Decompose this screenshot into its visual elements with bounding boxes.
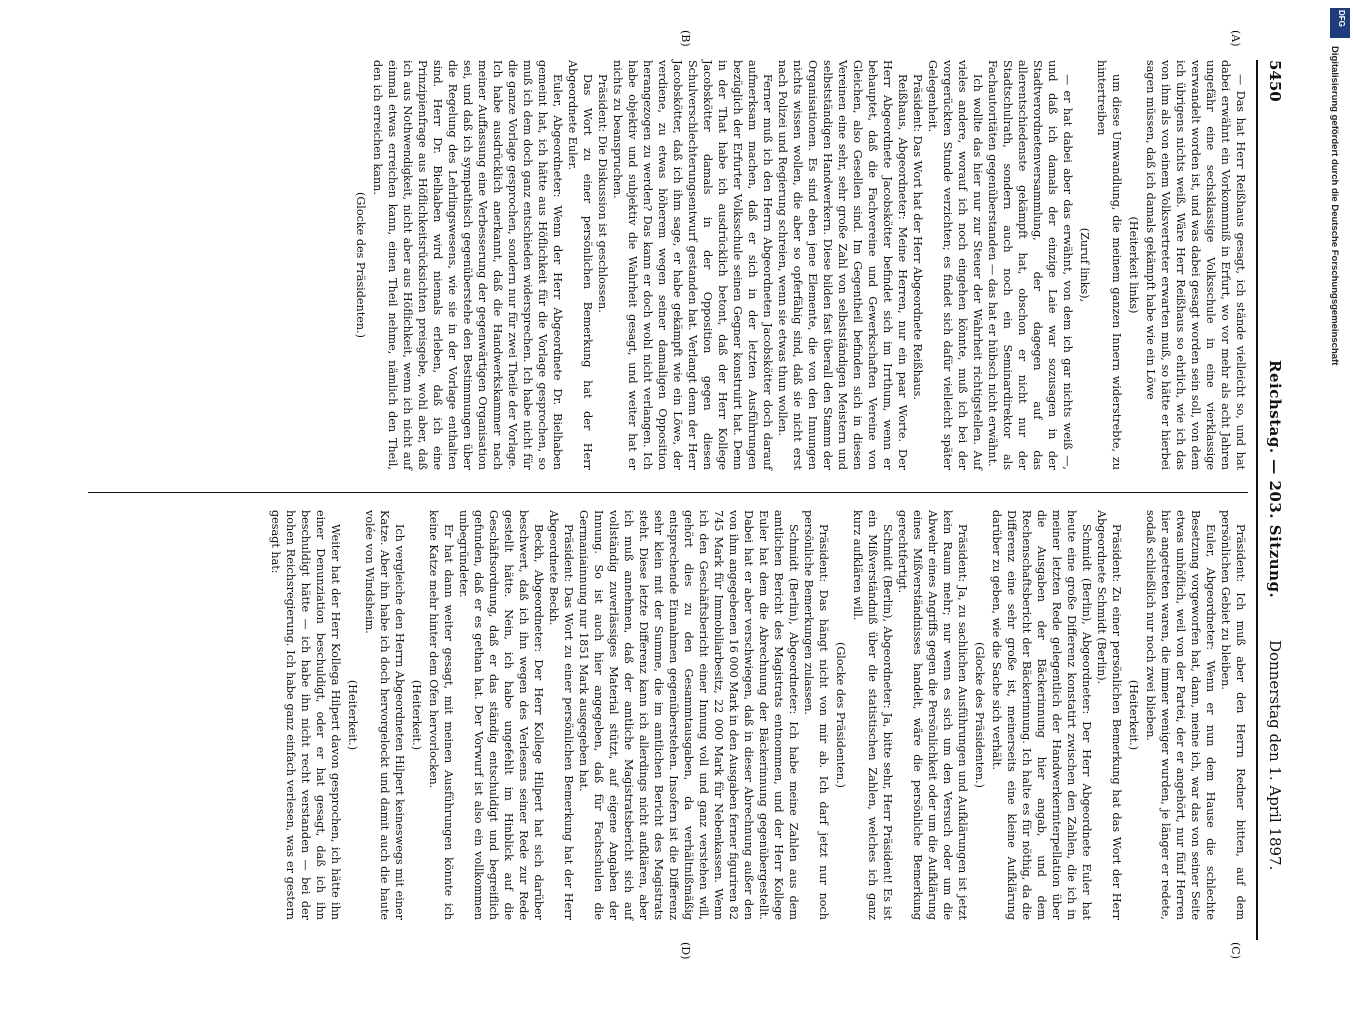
margin-marker-a: (A) <box>1229 30 1242 47</box>
paragraph: Beckh, Abgeordneter: Der Herr Kollege Hilpert hat sich darüber beschwert, daß ich ihn wegen des Verlesens seiner Rede zur Rede gestellt hätte. Nein, ich habe ungefehlt im Hinblick auf die Geschäftsordnung, daß er das ständig entschuldigt und begreiflich gefunden, daß er es gethan hat. Der Vorwurf ist also ein vollkommen unbegründeter. <box>457 510 545 920</box>
right-column <box>268 510 1248 920</box>
stage-direction: (Glocke des Präsidenten.) <box>354 191 367 338</box>
session-date: Donnerstag den 1. April 1897. <box>1266 640 1284 871</box>
paragraph: Reißhaus, Abgeordneter: Meine Herren, nur ein paar Worte. Der Herr Abgeordnete Jacobskötter befindet sich im Irrthum, wenn er behauptet, daß die Fachvereine und Gewerkschaften Vereine von Gleichen, also Gesellen sind. Im Gegentheil befinden sich in diesen Vereinen eine sehr, sehr große Zahl von selbstständigen Meistern und selbstständigen Handwerkern. Diese bilden fast überall den Stamm der Organisationen. Es sind eben jene Elemente, die von den Innungen nichts wissen wollen, die aber so opferfähig sind, daß sie nicht erst nach Polizei und Regierung schreien, wenn sie etwas thun wollen. <box>776 60 909 470</box>
paragraph: Schmidt (Berlin), Abgeordneter: Ja, bitte sehr, Herr Präsident! Es ist ein Mißverständniß über die statistischen Zahlen, welches ich ganz kurz aufklären will. <box>851 510 894 920</box>
paragraph: Präsident: Ich muß aber den Herrn Redner bitten, auf dem persönlichen Gebiet zu bleiben. <box>1219 510 1247 920</box>
paragraph: Ich vergleiche den Herrn Abgeordneten Hilpert keineswegs mit einer Katze. Aber ihn habe ich doch hervorgelockt und damit auch die haute volée von Windsheim. <box>363 510 406 920</box>
column-divider <box>88 492 1248 493</box>
paragraph: — Das hat Herr Reißhaus gesagt, ich stände vielleicht so, und hat dabei erwähnt ein Vorkommniß in Erfurt, wo vor mehr als acht Jahren ungefähr eine sechsklassige Volksschule in eine vierklassige verwandelt worden ist, und was dabei gesagt worden sein soll, von dem ich übrigens nichts weiß. Wäre Herr Reißhaus so ehrlich, wie ich das von ihm als von einem Volksvertreter erwarten muß, so hätte er hierbei sagen müssen, daß ich damals gekämpft habe wie ein Löwe <box>1144 60 1247 470</box>
stage-direction: (Heiterkeit.) <box>410 679 423 751</box>
paragraph: Schmidt (Berlin), Abgeordneter: Ich habe meine Zahlen aus dem amtlichen Bericht des Magistrats entnommen, und der Herr Kollege Euler hat dem die Abrechnung der Bäckerinnung gegenübergestellt. Dabei hat er aber verschwiegen, daß in dieser Abrechnung außer den von ihm angegebenen 16 000 Mark in den Ausgaben ferner figuriren 82 745 Mark für Immobiliarbesitz, 22 000 Mark für Nebenkassen. Wenn ich den Geschäftsbericht einer Innung voll und ganz verstehen will, gehört dies zu den Gesammtausgaben, da verhältnißmäßig entsprechende Einnahmen gegenüberstehen. Insofern ist die Differenz sehr klein mit der Summe, die im amtlichen Bericht des Magistrats steht. Diese letzte Differenz kann ich allerdings nicht aufklären, aber ich muß annehmen, daß der amtliche Magistratsbericht sich auf vollständig zuverlässiges Material stützt, auf eigene Angaben der Innung. So ist auch hier angegeben, daß für Fachschulen die Germaniainnung nur 1851 Mark ausgegeben hat. <box>577 510 800 920</box>
margin-marker-d: (D) <box>679 942 692 960</box>
stage-direction: (Heiterkeit.) <box>1127 679 1140 751</box>
paragraph: Er hat dann weiter gesagt, mit meinen Ausführungen könnte ich keine Katze mehr hinter dem Ofen hervorlocken. <box>427 510 455 920</box>
page-header <box>1256 60 1292 940</box>
margin-marker-c: (C) <box>1229 942 1242 959</box>
stage-direction: (Heiterkeit.) <box>346 679 359 751</box>
page-number: 5450 <box>1266 60 1284 102</box>
paragraph: Weiter hat der Herr Kollega Hilpert davon gesprochen, ich hätte ihn einer Denunziation beschuldigt, oder er hat gesagt, daß ich ihn beschuldigt hätte — ich habe ihn nicht recht verstanden — bei der hohen Reichsregierung. Ich habe ganz einfach verlesen, was er gestern gesagt hat: <box>269 510 342 920</box>
left-column <box>351 60 1248 470</box>
paragraph: Euler, Abgeordneter: Wenn der Herr Abgeordnete Dr. Bielhaben gemeint hat, ich hätte aus Höflichkeit für die Vorlage gesprochen, so muß ich dem doch ganz entschieden widersprechen. Ich habe nicht für die ganze Vorlage gesprochen, sondern nur für zwei Theile der Vorlage. Ich habe ausdrücklich anerkannt, daß die Handwerkskammer nach meiner Auffassung eine Verbesserung der gegenwärtigen Organisation sei, und daß ich sympathisch gegenüberstehe den Bestimmungen über die Regelung des Lehrlingswesens, wie sie in der Vorlage enthalten sind. Herr Dr. Bielhaben wird niemals erleben, daß ich eine Prinzipienfrage aus Höflichkeitsrücksichten preisgebe, wohl aber, daß ich aus Nothwendigkeit, nicht aber aus Höflichkeit, wenn ich nicht auf einmal etwas erreichen kann, einen Theil nehme, nämlich den Theil, den ich erreichen kann. <box>371 60 564 470</box>
paragraph: Ich wollte das hier nur zur Steuer der Wahrheit richtigstellen. Auf vieles andere, worauf ich noch eingehen könnte, muß ich bei der vorgerückten Stunde verzichten; es findet sich dafür vielleicht später Gelegenheit. <box>926 60 984 470</box>
digitization-note: Digitalisierung gefördert durch die Deutsche Forschungsgemeinschaft <box>1329 46 1340 366</box>
paragraph: Schmidt (Berlin), Abgeordneter: Der Herr Abgeordnete Euler hat heute eine große Differenz konstatirt zwischen den Zahlen, die ich in meiner letzten Rede gelegentlich der Handwerkerinterpellation über die Ausgaben der Bäckerinnung hier angab, und dem Rechenschaftsbericht der Bäckerinnung. Ich halte es für nöthig, da die Differenz eine sehr große ist, meinerseits eine kleine Aufklärung darüber zu geben, wie die Sache sich verhält. <box>990 510 1093 920</box>
paragraph: Euler, Abgeordneter: Wenn er nun dem Hause die schlechte Besetzung vorgeworfen hat, dann, meine ich, war das von seiner Seite etwas unhöflich, weil von der Partei, der er angehört, nur fünf Herren hier angetreten waren, die immer weniger wurden, je länger er redete, sodaß schließlich nur noch zwei blieben. <box>1144 510 1217 920</box>
dfg-logo: DFG <box>1330 8 1350 38</box>
paragraph: Präsident: Das Wort zu einer persönlichen Bemerkung hat der Herr Abgeordnete Beckh. <box>547 510 575 920</box>
stage-direction: (Zuruf links), <box>1078 227 1091 303</box>
paragraph: Präsident: Das Wort hat der Herr Abgeordnete Reißhaus. <box>911 74 924 400</box>
paragraph: Präsident: Ja, zu sachlichen Ausführungen und Aufklärungen ist jetzt kein Raum mehr; nur wenn es sich um den Versuch oder um die Abwehr eines Angriffs gegen die Persönlichkeit oder um die Aufklärung eines Mißverständnisses handelt, wäre die persönliche Bemerkung gerechtfertigt. <box>896 510 969 920</box>
paragraph: Präsident: Zu einer persönlichen Bemerkung hat das Wort der Herr Abgeordnete Schmidt (Berlin). <box>1095 510 1123 920</box>
margin-marker-b: (B) <box>679 30 692 47</box>
paragraph: — er hat dabei aber das erwähnt, von dem ich gar nichts weiß —, und daß ich damals der einzige Laie war sozusagen in der Stadtverordnetenversammlung, der dagegen auf das allerentschiedenste gekämpft hat, obschon er nicht nur der Stadtschulrath, sondern auch noch ein Seminardirektor als Fachautoritäten gegenüberstanden — das hat er hübsch nicht erwähnt. <box>986 60 1074 470</box>
paragraph: um diese Umwandlung, die meinem ganzen Innern widerstrebte, zu hintertreiben <box>1095 60 1123 470</box>
page-title: Reichstag. — 203. Sitzung. <box>1266 360 1284 599</box>
rotated-page-content <box>52 30 1292 960</box>
stage-direction: (Glocke des Präsidenten.) <box>834 641 847 788</box>
stage-direction: (Glocke des Präsidenten.) <box>973 641 986 788</box>
paragraph: Präsident: Die Diskussion ist geschlossen. <box>596 74 609 313</box>
paragraph: Präsident: Das hängt nicht von mir ab. Ich darf jetzt nur noch persönliche Bemerkungen zulassen. <box>802 510 830 920</box>
stage-direction: (Heiterkeit links) <box>1127 216 1140 314</box>
paragraph: Das Wort zu einer persönlichen Bemerkung hat der Herr Abgeordnete Euler. <box>566 60 594 470</box>
paragraph: Ferner muß ich den Herrn Abgeordneten Jacobskötter doch darauf aufmerksam machen, daß er sich in der letzten Ausführungen bezüglich der Erfurter Volksschule seinen Gegner konstruirt hat. Denn in der That habe ich ausdrücklich betont, daß der Herr Kollege Jacobskötter damals in der Opposition gegen diesen Schulverschlechterungsentwurf gestanden hat. Verlangt denn der Herr Jacobskötter, daß ich ihm sage, er habe gekämpft wie ein Löwe, der verdiene, zu etwas höherem wegen seiner damaligen Opposition herangezogen zu werden? Das kann er doch wohl nicht verlangen. Ich habe objektiv und subjektiv die Wahrheit gesagt, und weiter hat er nichts zu beanspruchen. <box>611 60 774 470</box>
